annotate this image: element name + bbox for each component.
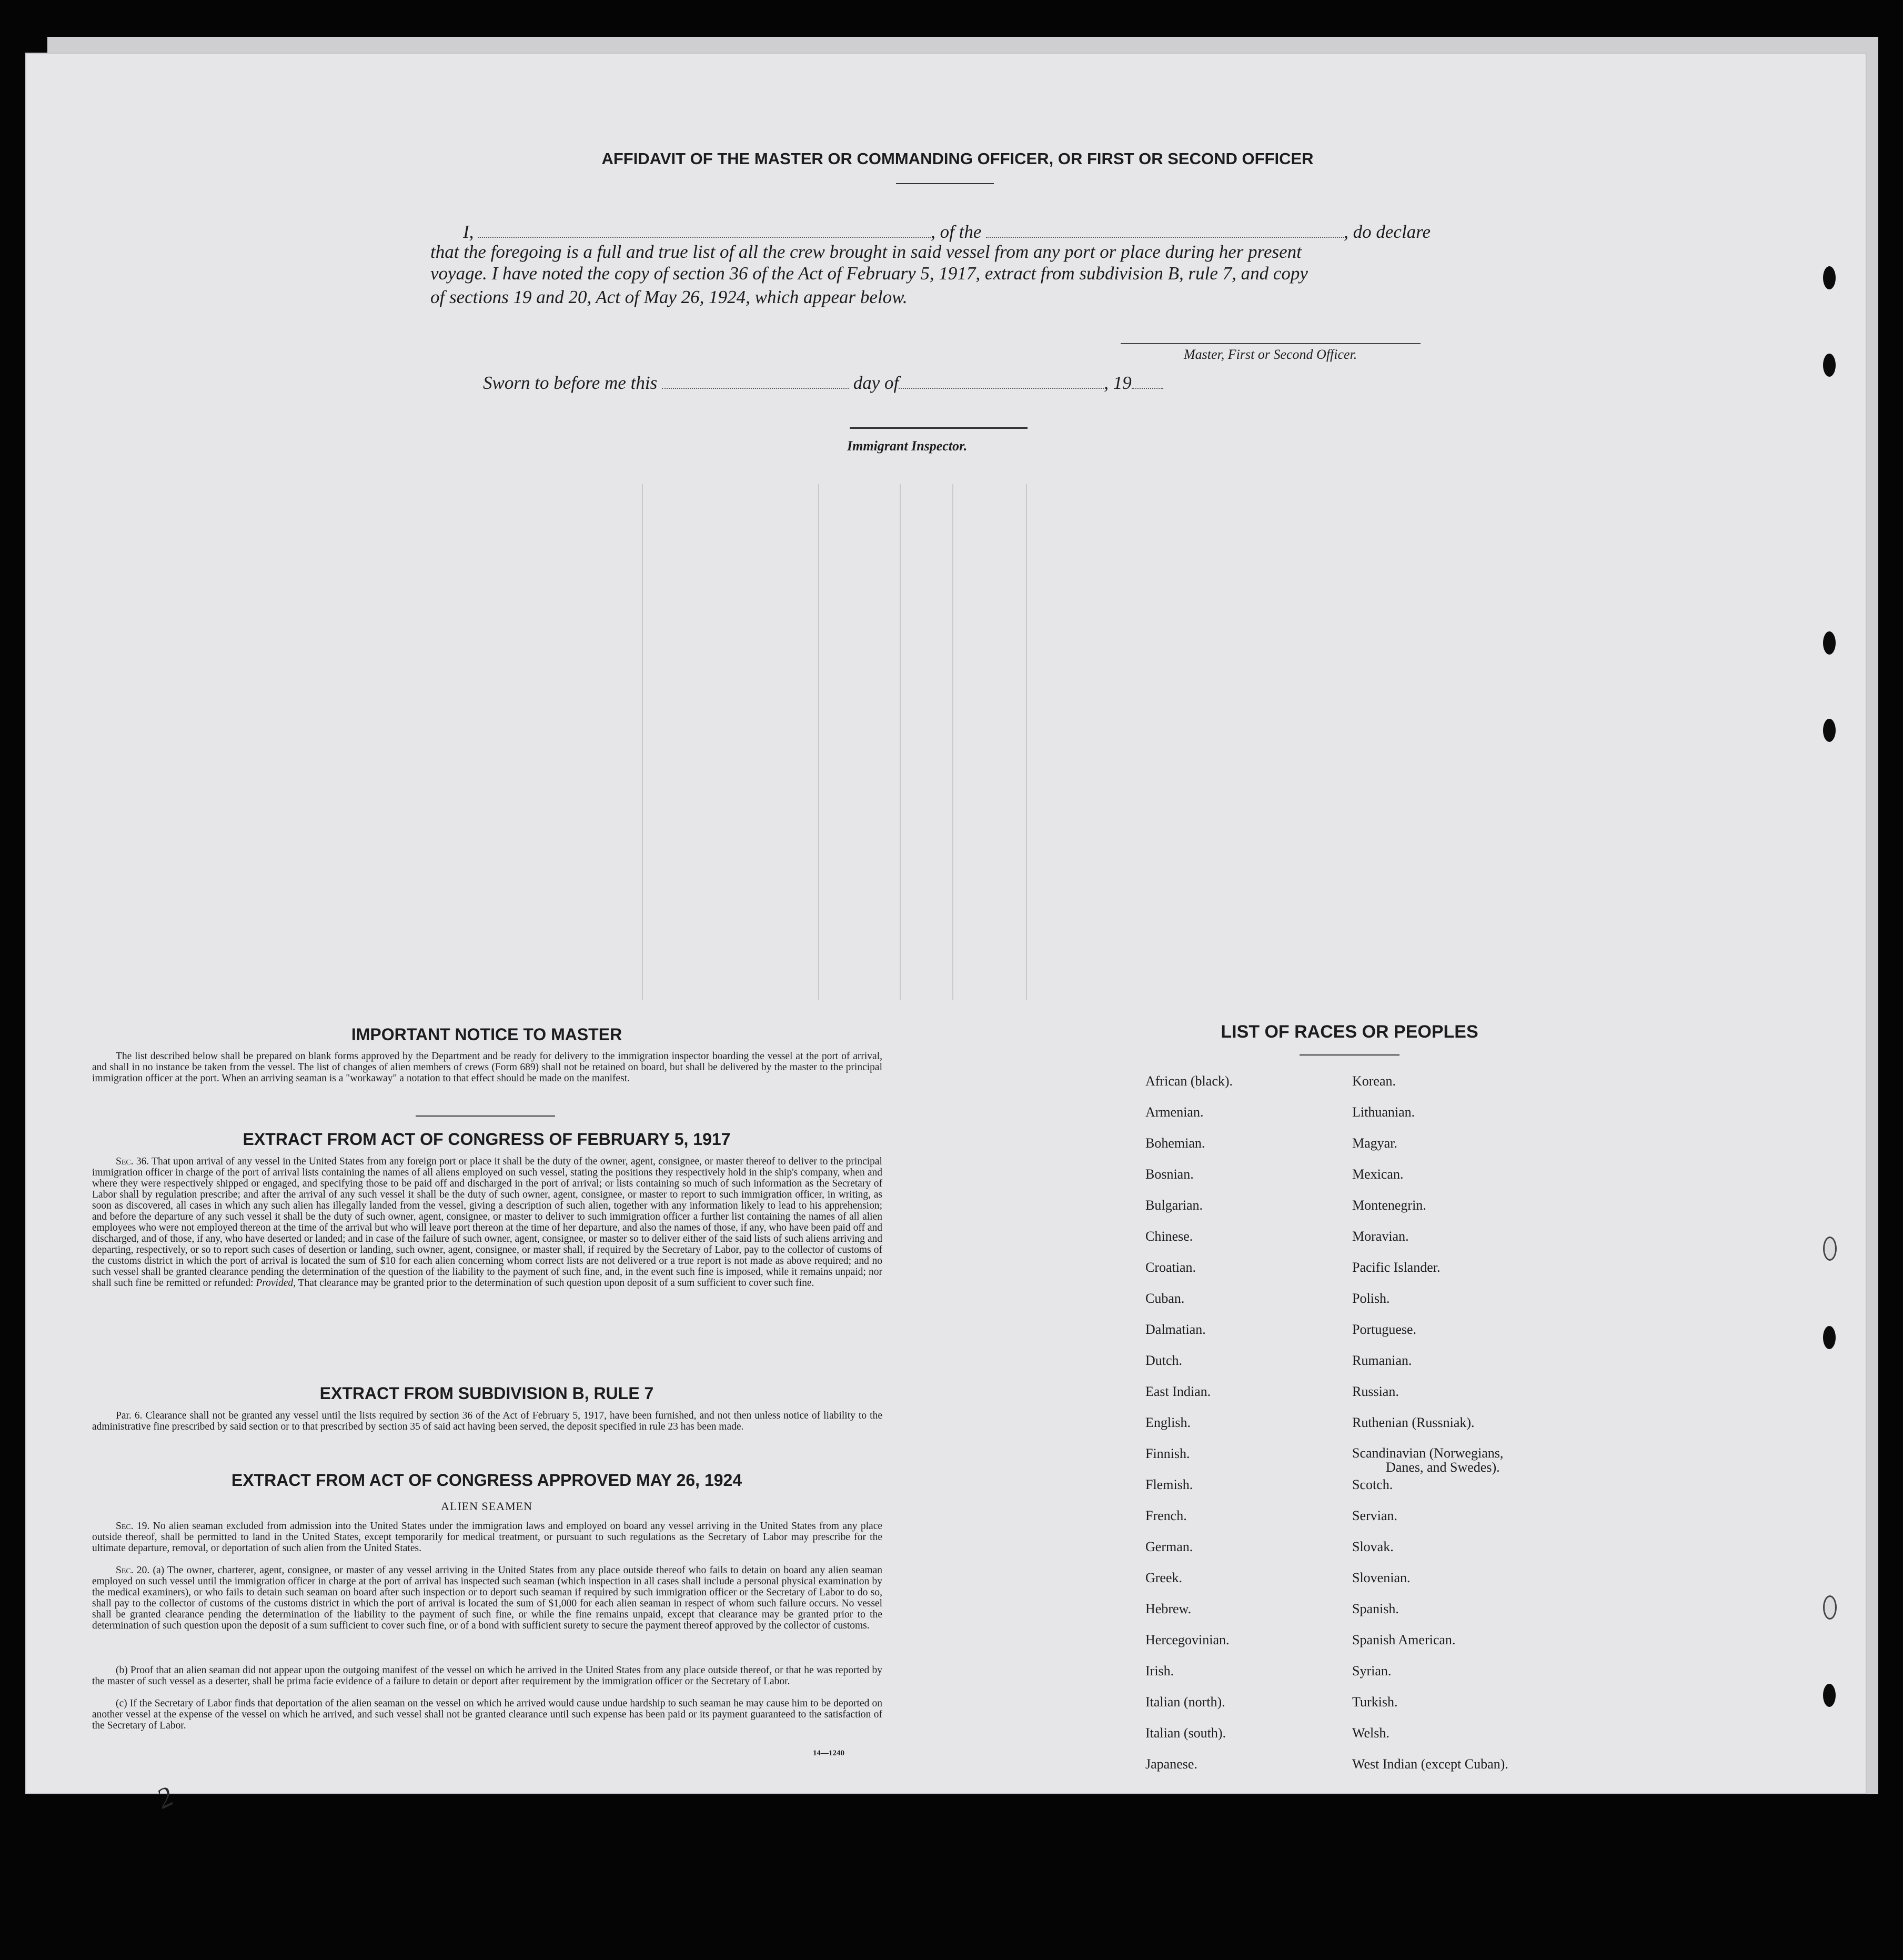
race-item: Greek. [1145,1570,1183,1585]
extract-rule7-title: EXTRACT FROM SUBDIVISION B, RULE 7 [319,1384,654,1403]
race-item: Irish. [1145,1663,1174,1678]
sworn-prefix: Sworn to before me this [483,372,658,393]
race-item: Mexican. [1352,1167,1404,1182]
race-item: Dutch. [1145,1353,1183,1368]
sworn-day-field[interactable] [662,368,849,389]
race-item-line: Danes, and Swedes). [1386,1460,1500,1475]
proviso-label: Provided, [256,1278,296,1289]
race-item: Korean. [1352,1073,1396,1089]
sec-19-label: Sec. 19. [116,1521,150,1532]
race-item: Syrian. [1352,1663,1392,1678]
race-item: Italian (south). [1145,1725,1226,1741]
sworn-month-field[interactable] [899,368,1104,389]
race-item: Polish. [1352,1291,1390,1306]
sworn-day-of: day of [853,372,899,393]
race-item: Slovenian. [1352,1570,1411,1585]
affidavit-declare: , do declare [1344,221,1431,242]
affidavit-line-2: that the foregoing is a full and true list of all the crew brought in said vessel from any port or place during her present [430,242,1302,262]
bleed-through-rule [642,484,643,1000]
race-item: Pacific Islander. [1352,1260,1441,1275]
race-item: Croatian. [1145,1260,1196,1275]
sworn-line [483,368,1163,394]
vessel-field[interactable] [986,217,1344,238]
sec-20c-text: (c) If the Secretary of Labor finds that deportation of the alien seaman on the vessel on which he arrived would cause undue hardship to such seaman he may cause him to be deported on another vessel at the expense of the vessel on which he arrived, and such vessel shall not be granted clearance until such expense has been paid or its payment guaranteed to the satisfaction of the Secretary of Labor. [92,1698,882,1731]
notice-title: IMPORTANT NOTICE TO MASTER [351,1025,622,1044]
bleed-through-rule [900,484,901,1000]
race-item: Rumanian. [1352,1353,1412,1368]
race-item: Bohemian. [1145,1135,1205,1151]
race-item: Slovak. [1352,1539,1394,1554]
punch-hole-icon [1823,631,1836,655]
affidavit-line-4: of sections 19 and 20, Act of May 26, 1924, which appear below. [430,287,908,307]
inspector-label: Immigrant Inspector. [847,438,968,454]
sec-19-body: No alien seaman excluded from admission into the United States under the immigration laws and employed on board any vessel arriving in the United States from any place outside thereof, shall be permitted to land in the United States, except temporarily for medical treatment, or pursuant to such regulations as the Secretary of Labor may prescribe for the ultimate departure, removal, or deportation of such alien from the United States. [92,1521,883,1554]
margin-handwriting: 2 [152,1780,178,1815]
notice-text: The list described below shall be prepared on blank forms approved by the Department and be ready for delivery to the immigration inspector boarding the vessel at the port of arrival, and shall in no instance be taken from the vessel. The list of changes of alien members of crews (Form 689) shall not be retained on board, but shall be delivered by the master to the principal immigration officer at the port. When an arriving seaman is a "workaway" a notation to that effect should be made on the manifest. [92,1051,882,1084]
affidavit-title: AFFIDAVIT OF THE MASTER OR COMMANDING OFFICER, OR FIRST OR SECOND OFFICER [601,149,1314,168]
affidavit-line-1 [463,217,1457,243]
extract-rule7-text: Par. 6. Clearance shall not be granted any vessel until the lists required by section 36 of the Act of February 5, 1917, have been furnished, and not then unless notice of liability to the administrative fine prescribed by said section or to that prescribed by section 35 of said act having been served, the deposit specified in rule 23 has been made. [92,1410,882,1432]
master-signature-line[interactable] [1121,343,1421,344]
bleed-through-rule [818,484,819,1000]
race-item: Welsh. [1352,1725,1390,1741]
sec-20a-body: (a) The owner, charterer, agent, consignee, or master of any vessel arriving in the United States from any place outside thereof who fails to detain on board any alien seaman employed on such vessel until the immigration officer in charge at the port of arrival has inspected such seaman (which inspection in all cases shall include a personal physical examination by the medical examiners), or who fails to detain such seaman on board after such inspection or to deport such seaman if required by such immigration officer or the Secretary of Labor to do so, shall pay to the collector of customs of the customs district in which the port of arrival is located the sum of $1,000 for each alien seaman in respect of whom such failure occurs. No vessel shall be granted clearance pending the determination of the liability to the payment of such fine, or while the fine remains unpaid, except that clearance may be granted prior to the determination of such question upon the deposit of a sum sufficient to cover such fine, or of a bond with sufficient surety to secure the payment thereof approved by the collector of customs. [92,1565,883,1631]
punch-hole-icon [1823,1237,1837,1261]
extract-1924-title: EXTRACT FROM ACT OF CONGRESS APPROVED MAY 26, 1924 [231,1471,742,1490]
form-number: 14—1240 [813,1749,844,1757]
name-field[interactable] [478,217,931,238]
race-item: German. [1145,1539,1193,1554]
punch-hole-icon [1823,266,1836,289]
race-item: Ruthenian (Russniak). [1352,1415,1475,1430]
sworn-year: , 19 [1104,372,1132,393]
race-item-line: Scandinavian (Norwegians, [1352,1445,1504,1461]
affidavit-i: I, [463,221,474,242]
race-item: Chinese. [1145,1229,1193,1244]
race-item: Magyar. [1352,1135,1397,1151]
sec-36-body: That upon arrival of any vessel in the United States from any foreign port or place it shall be the duty of the owner, agent, consignee, or master thereof to deliver to the principal immigration officer in charge of the port of arrival lists containing the names of all aliens employed on such vessel, stating the positions they respectively hold in the ship's company, when and where they were respectively shipped or engaged, and specifying those to be paid off and discharged in the port of arrival; or lists containing so much of such information as the Secretary of Labor shall by regulation prescribe; and after the arrival of any such vessel it shall be the duty of such owner, agent, consignee, or master to report to such immigration officer, in writing, as soon as discovered, all cases in which any such alien has illegally landed from the vessel, giving a description of such alien, together with any information likely to lead to his apprehension; and before the departure of any such vessel it shall be the duty of such owner, agent, consignee, or master to deliver to such immigration officer a further list containing the names of all alien employees who were not employed thereon at the time of the arrival but who will leave port thereon at the time of her departure, and also the names of those, if any, who have been paid off and discharged, and of those, if any, who have deserted or landed; and in case of the failure of such owner, agent, consignee, or master so to deliver either of the said lists of such aliens arriving and departing, respectively, or so to report such cases of desertion or landing, such owner, agent, consignee, or master shall, if required by the Secretary of Labor, pay to the collector of customs of the customs district in which the port of arrival is located the sum of $10 for each alien concerning whom correct lists are not delivered or a true report is not made as above required; and no such vessel shall be granted clearance pending the determination of the question of the liability to the payment of such fine, and, in the event such fine is imposed, while it remains unpaid; nor shall such fine be remitted or refunded: [92,1156,882,1289]
sec-20-label: Sec. 20. [116,1565,150,1576]
races-left-column [1145,1073,1382,1787]
title-underline [896,183,994,184]
race-item: Spanish American. [1352,1632,1456,1647]
race-item: Italian (north). [1145,1694,1225,1710]
sec-20a-text [92,1565,882,1631]
race-item: Armenian. [1145,1104,1204,1120]
race-item: Dalmatian. [1145,1322,1206,1337]
punch-hole-icon [1823,1684,1836,1707]
sec-19-text [92,1521,882,1554]
race-item: Flemish. [1145,1477,1193,1492]
race-item: Bosnian. [1145,1167,1194,1182]
race-item: East Indian. [1145,1384,1211,1399]
race-item: Cuban. [1145,1291,1185,1306]
sec-36-label: Sec. 36. [116,1156,149,1167]
divider [416,1115,555,1117]
races-title-underline [1300,1054,1399,1056]
punch-hole-icon [1823,1326,1836,1349]
race-item: Montenegrin. [1352,1198,1426,1213]
race-item: Russian. [1352,1384,1399,1399]
affidavit-line-3: voyage. I have noted the copy of section 36 of the Act of February 5, 1917, extract from subdivision B, rule 7, and copy [430,263,1308,284]
race-item: Finnish. [1145,1446,1190,1461]
race-item: Lithuanian. [1352,1104,1415,1120]
race-item: Japanese. [1145,1756,1197,1772]
race-item: African (black). [1145,1073,1233,1089]
master-signature-label: Master, First or Second Officer. [1184,347,1357,362]
race-item: Scotch. [1352,1477,1393,1492]
race-item: Turkish. [1352,1694,1398,1710]
alien-seamen-subtitle: ALIEN SEAMEN [441,1500,532,1513]
sworn-year-field[interactable] [1132,368,1163,389]
races-right-column [1352,1073,1626,1787]
punch-hole-icon [1823,1595,1837,1620]
extract-1917-text [92,1156,882,1289]
race-item: Moravian. [1352,1229,1409,1244]
races-title: LIST OF RACES OR PEOPLES [1221,1022,1478,1042]
proviso-text: That clearance may be granted prior to the determination of such question upon deposit of a sum sufficient to cover such fine. [298,1278,814,1289]
race-item: Servian. [1352,1508,1397,1523]
sec-20b-text: (b) Proof that an alien seaman did not appear upon the outgoing manifest of the vessel on which he arrived in the United States from any place outside thereof, or that he was reported by the master of such vessel as a deserter, shall be prima facie evidence of a failure to detain or deport after requirement by the immigration officer or the Secretary of Labor. [92,1665,882,1687]
affidavit-of-the: , of the [931,221,982,242]
race-item: Hercegovinian. [1145,1632,1230,1647]
punch-hole-icon [1823,719,1836,742]
race-item: Spanish. [1352,1601,1399,1616]
inspector-signature-line[interactable] [850,427,1028,429]
race-item: Portuguese. [1352,1322,1417,1337]
race-item: Hebrew. [1145,1601,1192,1616]
bleed-through-rule [952,484,953,1000]
race-item: Bulgarian. [1145,1198,1203,1213]
bleed-through-rule [1026,484,1027,1000]
punch-hole-icon [1823,354,1836,377]
race-item [1352,1446,1626,1477]
race-item: West Indian (except Cuban). [1352,1756,1508,1772]
race-item: English. [1145,1415,1191,1430]
extract-1917-title: EXTRACT FROM ACT OF CONGRESS OF FEBRUARY 5, 1917 [243,1130,731,1149]
race-item: French. [1145,1508,1187,1523]
